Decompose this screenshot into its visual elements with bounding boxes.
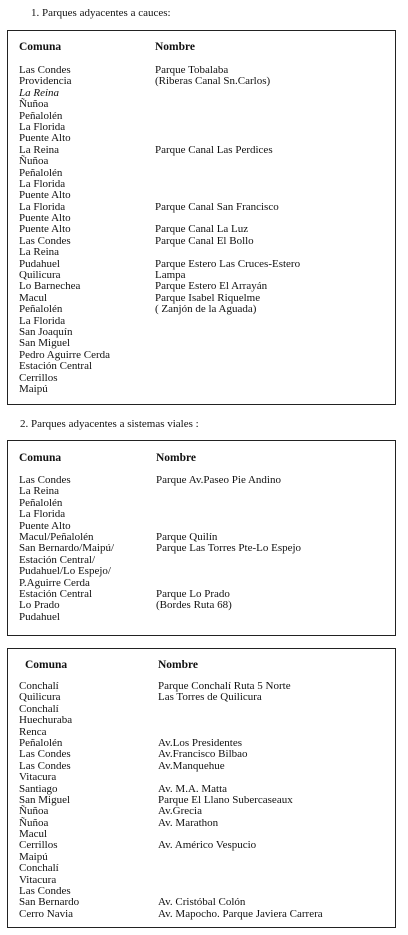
section2-comuna-column [19, 475, 114, 623]
nombre-cell: Parque Estero Las Cruces-Estero [155, 257, 301, 270]
comuna-cell: Huechuraba [19, 714, 73, 727]
nombre-cell [155, 373, 300, 384]
comuna-cell: Peñalolén [19, 303, 63, 316]
nombre-cell [156, 486, 301, 497]
nombre-cell [155, 361, 300, 372]
comuna-cell: Puente Alto [19, 189, 71, 202]
nombre-cell: Av. Cristóbal Colón [158, 896, 246, 909]
comuna-cell: Las Condes [19, 234, 71, 247]
comuna-cell: Renca [19, 725, 47, 738]
nombre-cell [155, 350, 300, 361]
section1-header-comuna: Comuna [19, 41, 62, 53]
comuna-cell: Estación Central [19, 360, 93, 373]
nombre-cell [158, 875, 323, 886]
comuna-cell: Peñalolén [19, 496, 63, 509]
comuna-cell: Ñuñoa [19, 805, 49, 818]
section3-table [7, 648, 396, 928]
nombre-cell [156, 498, 301, 509]
section3-header-comuna: Comuna [25, 659, 68, 671]
comuna-cell: Santiago [19, 782, 58, 795]
nombre-cell: Parque Canal La Luz [155, 223, 249, 236]
nombre-cell [155, 338, 300, 349]
comuna-cell: Puente Alto [19, 132, 71, 145]
comuna-cell: Ñuñoa [19, 98, 49, 111]
nombre-cell: Parque Av.Paseo Pie Andino [156, 474, 281, 486]
section3-nombre-column [158, 681, 323, 920]
comuna-cell: La Reina [19, 246, 60, 259]
section3-header-nombre: Nombre [158, 659, 199, 671]
comuna-cell: Las Condes [19, 748, 71, 761]
comuna-cell: Macul [19, 828, 48, 841]
nombre-cell: (Riberas Canal Sn.Carlos) [155, 75, 271, 88]
nombre-cell: Parque Canal Las Perdices [155, 143, 273, 156]
nombre-cell: ( Zanjón de la Aguada) [155, 303, 257, 316]
comuna-cell: Quilicura [19, 269, 61, 282]
comuna-cell: Providencia [19, 75, 72, 88]
comuna-cell: Peñalolén [19, 166, 63, 179]
nombre-cell: Av. M.A. Matta [158, 782, 228, 795]
comuna-cell: Cerrillos [19, 839, 58, 852]
nombre-cell: Parque Conchalí Ruta 5 Norte [158, 680, 291, 692]
comuna-cell: Conchalí [19, 680, 59, 692]
section2-header-comuna: Comuna [19, 452, 62, 464]
comuna-cell: Conchalí [19, 862, 59, 875]
comuna-cell: Lo Barnechea [19, 280, 81, 293]
comuna-cell: Lo Prado [19, 599, 60, 612]
comuna-cell: Ñuñoa [19, 816, 49, 829]
comuna-cell: Pudahuel [19, 610, 60, 623]
comuna-cell: San Miguel [19, 337, 71, 350]
comuna-cell: La Florida [19, 120, 66, 133]
comuna-cell: P.Aguirre Cerda [19, 576, 90, 589]
nombre-cell [158, 715, 323, 726]
comuna-cell: La Reina [19, 86, 60, 99]
nombre-cell [155, 247, 300, 258]
comuna-cell: Las Condes [19, 64, 71, 76]
nombre-cell: Lampa [155, 269, 186, 282]
comuna-cell: Ñuñoa [19, 155, 49, 168]
nombre-cell [155, 168, 300, 179]
comuna-cell: Pudahuel [19, 257, 60, 270]
nombre-cell [155, 327, 300, 338]
comuna-cell: La Florida [19, 177, 66, 190]
section1-nombre-column [155, 65, 300, 395]
section2-nombre-column [156, 475, 301, 623]
nombre-cell [155, 179, 300, 190]
section2-header-nombre: Nombre [156, 452, 197, 464]
nombre-cell: Parque Canal San Francisco [155, 200, 279, 213]
nombre-cell [156, 509, 301, 520]
nombre-cell: Parque El Llano Subercaseaux [158, 793, 293, 806]
nombre-cell: Av.Los Presidentes [158, 736, 243, 749]
nombre-cell [158, 772, 323, 783]
comuna-cell: Peñalolén [19, 109, 63, 122]
comuna-cell: San Bernardo [19, 896, 80, 909]
nombre-cell: Av.Grecia [158, 805, 202, 818]
nombre-cell: Parque Tobalaba [155, 64, 229, 76]
nombre-cell [155, 88, 300, 99]
comuna-cell: Maipú [19, 382, 48, 395]
comuna-cell: Quilicura [19, 691, 61, 704]
comuna-cell: Las Condes [19, 759, 71, 772]
nombre-cell [155, 316, 300, 327]
comuna-cell: Puente Alto [19, 519, 71, 532]
nombre-cell [158, 863, 323, 874]
comuna-cell: Vitacura [19, 873, 57, 886]
comuna-cell: Pudahuel/Lo Espejo/ [19, 565, 111, 578]
nombre-cell: Av.Manquehue [158, 759, 225, 772]
nombre-cell [155, 190, 300, 201]
comuna-cell: Las Condes [19, 885, 71, 898]
comuna-cell: San Bernardo/Maipú/ [19, 542, 115, 555]
section1-table [7, 30, 396, 405]
comuna-cell: La Florida [19, 508, 66, 521]
nombre-cell: Av. Marathon [158, 816, 219, 829]
comuna-cell: La Florida [19, 314, 66, 327]
comuna-cell: Pedro Aguirre Cerda [19, 348, 111, 361]
nombre-cell [156, 566, 301, 577]
comuna-cell: Conchalí [19, 702, 59, 715]
nombre-cell: Parque Canal El Bollo [155, 234, 254, 247]
nombre-cell [156, 555, 301, 566]
comuna-cell: Estación Central/ [19, 553, 96, 566]
comuna-cell: Cerro Navia [19, 907, 74, 920]
nombre-cell: Parque Estero El Arrayán [155, 280, 268, 293]
comuna-cell: Peñalolén [19, 736, 63, 749]
comuna-cell: Maipú [19, 850, 48, 863]
comuna-cell: San Joaquín [19, 325, 73, 338]
comuna-cell: Cerrillos [19, 371, 58, 384]
comuna-cell: La Florida [19, 200, 66, 213]
nombre-cell [156, 612, 301, 623]
comuna-cell: Las Condes [19, 474, 71, 486]
comuna-cell: Puente Alto [19, 212, 71, 225]
nombre-cell: Av. Américo Vespucio [158, 839, 257, 852]
section1-header-nombre: Nombre [155, 41, 196, 53]
nombre-cell: (Bordes Ruta 68) [156, 599, 232, 612]
comuna-cell: Estación Central [19, 587, 93, 600]
nombre-cell: Parque Isabel Riquelme [155, 291, 261, 304]
section1-heading: 1. Parques adyacentes a cauces: [31, 7, 171, 19]
section2-table [7, 440, 396, 636]
comuna-cell: Macul [19, 291, 48, 304]
nombre-cell: Av.Francisco Bilbao [158, 748, 248, 761]
nombre-cell: Parque Quilín [156, 530, 218, 543]
nombre-cell [155, 111, 300, 122]
nombre-cell [158, 704, 323, 715]
nombre-cell: Las Torres de Quilicura [158, 691, 262, 704]
section1-comuna-column [19, 65, 110, 395]
comuna-cell: Vitacura [19, 771, 57, 784]
section3-comuna-column [19, 681, 79, 920]
nombre-cell [155, 99, 300, 110]
nombre-cell [155, 384, 300, 395]
comuna-cell: La Reina [19, 143, 60, 156]
nombre-cell: Parque Las Torres Pte-Lo Espejo [156, 542, 302, 555]
nombre-cell: Av. Mapocho. Parque Javiera Carrera [158, 907, 323, 920]
nombre-cell: Parque Lo Prado [156, 587, 230, 600]
comuna-cell: San Miguel [19, 793, 71, 806]
section2-heading: 2. Parques adyacentes a sistemas viales : [20, 418, 199, 430]
nombre-cell [158, 852, 323, 863]
nombre-cell [155, 122, 300, 133]
comuna-cell: Puente Alto [19, 223, 71, 236]
comuna-cell: La Reina [19, 485, 60, 498]
comuna-cell: Macul/Peñalolén [19, 530, 94, 543]
nombre-cell [155, 156, 300, 167]
